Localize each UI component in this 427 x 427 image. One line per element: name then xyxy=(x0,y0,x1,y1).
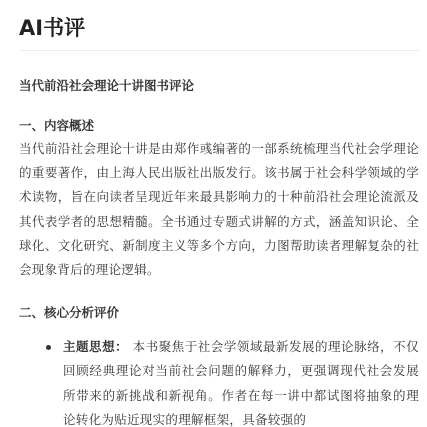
list-item xyxy=(19,335,419,427)
review-content xyxy=(19,76,419,427)
overview-paragraph: 当代前沿社会理论十讲是由郑作彧编著的一部系统梳理当代社会学理论的重要著作，由上海人民出版社出版发行。该书属于社会科学领域的学术读物，旨在向读者呈现近年来最具影响力的十种前沿社会理论流派及其代表学者的思想精髓。全书通过专题式讲解的方式，涵盖知识论、全球化、文化研究、新制度主义等多个方向，力图帮助读者理解复杂的社会现象背后的理论逻辑。 xyxy=(19,141,419,278)
book-title: 当代前沿社会理论十讲图书评论 xyxy=(19,78,195,93)
bullet-text: 本书聚焦于社会学领域最新发展的理论脉络，不仅回顾经典理论对当前社会问题的解释力，更强调现代社会发展所带来的新挑战和新视角。作者在每一讲中都试图将抽象的理论转化为贴近现实的理解框架，具备较强的 xyxy=(63,339,419,427)
bullet-icon xyxy=(46,345,51,350)
section-heading-overview: 一、内容概述 xyxy=(19,118,95,133)
bullet-label: 主题思想： xyxy=(63,339,129,355)
section-heading-analysis: 二、核心分析评价 xyxy=(19,305,120,321)
page-header xyxy=(19,14,419,51)
analysis-bullet-list xyxy=(19,335,419,427)
page-title: AI书评 xyxy=(19,16,86,40)
